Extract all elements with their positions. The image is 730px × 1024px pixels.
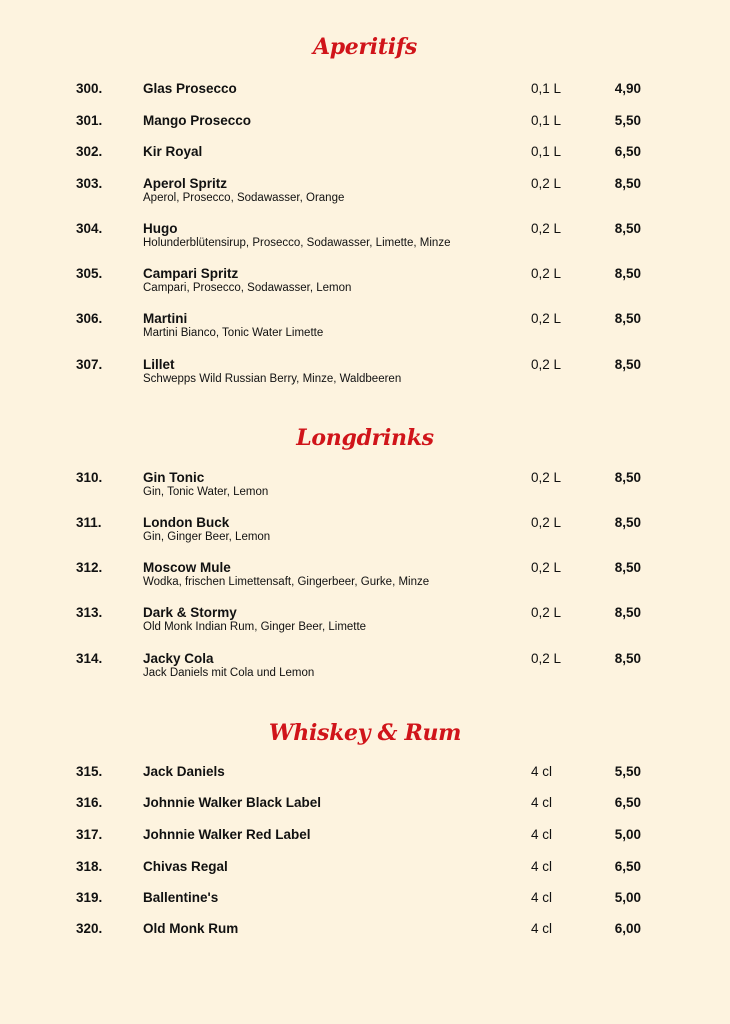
item-description: Aperol, Prosecco, Sodawasser, Orange [143,192,345,204]
item-description: Schwepps Wild Russian Berry, Minze, Waldbeeren [143,373,402,385]
menu-item [0,357,730,387]
item-price: 8,50 [614,266,641,281]
item-volume: 0,2 L [531,176,562,191]
menu-item [0,795,730,825]
item-number: 301. [76,113,103,128]
item-name: London Buck [143,515,230,530]
item-price: 6,00 [614,921,641,936]
item-name: Kir Royal [143,144,203,159]
menu-item [0,144,730,174]
item-volume: 0,2 L [531,515,562,530]
item-name: Old Monk Rum [143,921,239,936]
item-number: 318. [76,859,103,874]
item-name: Jacky Cola [143,651,214,666]
item-price: 8,50 [614,357,641,372]
item-price: 4,90 [614,81,641,96]
item-volume: 0,1 L [531,144,562,159]
menu-item [0,81,730,111]
item-price: 6,50 [614,795,641,810]
item-description: Campari, Prosecco, Sodawasser, Lemon [143,282,352,294]
item-volume: 0,2 L [531,311,562,326]
item-name: Campari Spritz [143,266,239,281]
item-number: 306. [76,311,103,326]
item-description: Martini Bianco, Tonic Water Limette [143,327,324,339]
item-volume: 0,2 L [531,221,562,236]
item-number: 311. [76,515,102,530]
section-title-longdrinks: Longdrinks [296,425,434,451]
item-volume: 0,1 L [531,113,562,128]
menu-item [0,890,730,920]
item-description: Holunderblütensirup, Prosecco, Sodawasser, Limette, Minze [143,237,451,249]
item-number: 310. [76,470,103,485]
item-number: 320. [76,921,103,936]
item-price: 5,50 [614,113,641,128]
item-price: 8,50 [614,651,641,666]
menu-item [0,221,730,251]
item-name: Ballentine's [143,890,219,905]
section-title-aperitifs: Aperitifs [312,34,418,60]
menu-item [0,560,730,590]
item-name: Dark & Stormy [143,605,237,620]
menu-item [0,515,730,545]
item-price: 6,50 [614,144,641,159]
item-volume: 4 cl [531,764,553,779]
item-price: 8,50 [614,515,641,530]
item-price: 5,00 [614,827,641,842]
item-name: Martini [143,311,188,326]
item-name: Jack Daniels [143,764,225,779]
item-price: 8,50 [614,605,641,620]
item-number: 304. [76,221,103,236]
item-volume: 4 cl [531,827,553,842]
item-volume: 0,2 L [531,605,562,620]
menu-item [0,176,730,206]
item-price: 5,50 [614,764,641,779]
item-volume: 0,2 L [531,357,562,372]
item-volume: 4 cl [531,859,553,874]
item-name: Hugo [143,221,178,236]
item-number: 316. [76,795,103,810]
item-description: Gin, Tonic Water, Lemon [143,486,269,498]
item-number: 307. [76,357,103,372]
menu-item [0,764,730,794]
item-name: Glas Prosecco [143,81,237,96]
item-description: Gin, Ginger Beer, Lemon [143,531,271,543]
item-name: Johnnie Walker Black Label [143,795,322,810]
menu-item [0,311,730,341]
item-price: 8,50 [614,176,641,191]
item-description: Wodka, frischen Limettensaft, Gingerbeer, Gurke, Minze [143,576,430,588]
menu-item [0,651,730,681]
item-number: 312. [76,560,103,575]
item-number: 314. [76,651,103,666]
item-number: 300. [76,81,103,96]
item-volume: 0,2 L [531,560,562,575]
item-number: 315. [76,764,103,779]
item-name: Gin Tonic [143,470,205,485]
item-price: 8,50 [614,221,641,236]
item-name: Moscow Mule [143,560,231,575]
item-volume: 0,1 L [531,81,562,96]
item-number: 303. [76,176,103,191]
item-description: Jack Daniels mit Cola und Lemon [143,667,315,679]
menu-item [0,859,730,889]
item-name: Johnnie Walker Red Label [143,827,311,842]
item-price: 5,00 [614,890,641,905]
item-number: 319. [76,890,103,905]
item-price: 8,50 [614,311,641,326]
item-volume: 4 cl [531,890,553,905]
menu-item [0,266,730,296]
section-title-whiskey-rum: Whiskey & Rum [268,720,462,746]
item-number: 305. [76,266,103,281]
item-volume: 4 cl [531,795,553,810]
item-number: 302. [76,144,103,159]
item-price: 6,50 [614,859,641,874]
menu-item [0,470,730,500]
item-volume: 4 cl [531,921,553,936]
item-number: 313. [76,605,103,620]
menu-item [0,921,730,951]
item-name: Lillet [143,357,175,372]
item-volume: 0,2 L [531,651,562,666]
item-price: 8,50 [614,470,641,485]
item-number: 317. [76,827,103,842]
item-name: Mango Prosecco [143,113,252,128]
item-description: Old Monk Indian Rum, Ginger Beer, Limette [143,621,367,633]
item-volume: 0,2 L [531,266,562,281]
menu-item [0,113,730,143]
menu-item [0,827,730,857]
menu-item [0,605,730,635]
item-name: Chivas Regal [143,859,228,874]
item-name: Aperol Spritz [143,176,228,191]
item-volume: 0,2 L [531,470,562,485]
item-price: 8,50 [614,560,641,575]
